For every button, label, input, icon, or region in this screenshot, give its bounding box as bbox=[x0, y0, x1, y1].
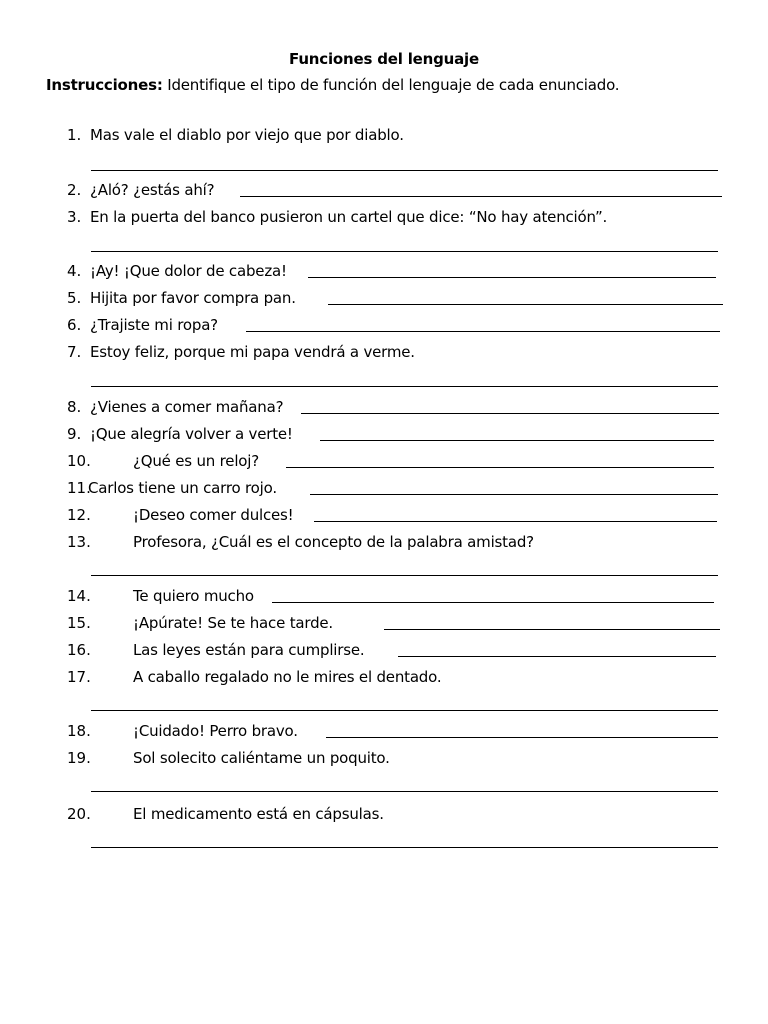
question-item bbox=[0, 339, 768, 365]
question-number: 15. bbox=[67, 614, 91, 632]
question-item bbox=[0, 448, 768, 474]
answer-line[interactable] bbox=[301, 413, 719, 414]
question-number: 13. bbox=[67, 533, 91, 551]
answer-line[interactable] bbox=[91, 386, 718, 387]
question-number: 5. bbox=[67, 289, 82, 307]
question-item bbox=[0, 637, 768, 663]
question-text: Te quiero mucho bbox=[133, 587, 254, 605]
question-text: El medicamento está en cápsulas. bbox=[133, 805, 384, 823]
answer-line[interactable] bbox=[91, 710, 718, 711]
answer-line[interactable] bbox=[326, 737, 718, 738]
question-number: 2. bbox=[67, 181, 82, 199]
question-item bbox=[0, 421, 768, 447]
question-text: ¡Que alegría volver a verte! bbox=[90, 425, 293, 443]
instructions-text: Identifique el tipo de función del lenguaje de cada enunciado. bbox=[167, 76, 620, 94]
question-item bbox=[0, 801, 768, 827]
question-number: 6. bbox=[67, 316, 82, 334]
question-item bbox=[0, 583, 768, 609]
question-item bbox=[0, 664, 768, 690]
question-item bbox=[0, 502, 768, 528]
question-text: A caballo regalado no le mires el dentado. bbox=[133, 668, 442, 686]
question-number: 3. bbox=[67, 208, 82, 226]
question-text: Carlos tiene un carro rojo. bbox=[88, 479, 277, 497]
question-text: Las leyes están para cumplirse. bbox=[133, 641, 365, 659]
answer-line[interactable] bbox=[272, 602, 714, 603]
question-number: 7. bbox=[67, 343, 82, 361]
question-number: 8. bbox=[67, 398, 82, 416]
question-number: 14. bbox=[67, 587, 91, 605]
question-text: Hijita por favor compra pan. bbox=[90, 289, 296, 307]
question-number: 20. bbox=[67, 805, 91, 823]
answer-line[interactable] bbox=[320, 440, 714, 441]
question-text: Mas vale el diablo por viejo que por diablo. bbox=[90, 126, 404, 144]
question-item bbox=[0, 312, 768, 338]
question-item bbox=[0, 745, 768, 771]
question-number: 4. bbox=[67, 262, 82, 280]
question-number: 1. bbox=[67, 126, 82, 144]
answer-line[interactable] bbox=[91, 847, 718, 848]
question-number: 17. bbox=[67, 668, 91, 686]
question-item bbox=[0, 394, 768, 420]
question-number: 18. bbox=[67, 722, 91, 740]
question-item bbox=[0, 529, 768, 555]
question-text: ¡Apúrate! Se te hace tarde. bbox=[133, 614, 333, 632]
question-item bbox=[0, 610, 768, 636]
question-item bbox=[0, 475, 768, 501]
answer-line[interactable] bbox=[286, 467, 714, 468]
question-number: 19. bbox=[67, 749, 91, 767]
answer-line[interactable] bbox=[308, 277, 716, 278]
answer-line[interactable] bbox=[91, 170, 718, 171]
instructions-label: Instrucciones: bbox=[46, 76, 163, 94]
question-text: ¿Trajiste mi ropa? bbox=[90, 316, 218, 334]
question-item bbox=[0, 285, 768, 311]
answer-line[interactable] bbox=[384, 629, 720, 630]
question-text: ¿Vienes a comer mañana? bbox=[90, 398, 284, 416]
question-item bbox=[0, 177, 768, 203]
answer-line[interactable] bbox=[310, 494, 718, 495]
question-number: 16. bbox=[67, 641, 91, 659]
question-text: ¿Qué es un reloj? bbox=[133, 452, 260, 470]
answer-line[interactable] bbox=[240, 196, 722, 197]
question-item bbox=[0, 718, 768, 744]
answer-line[interactable] bbox=[314, 521, 717, 522]
question-item bbox=[0, 258, 768, 284]
question-number: 11. bbox=[67, 479, 91, 497]
question-item bbox=[0, 122, 768, 148]
question-text: Estoy feliz, porque mi papa vendrá a verme. bbox=[90, 343, 415, 361]
question-item bbox=[0, 204, 768, 230]
question-text: ¡Deseo comer dulces! bbox=[133, 506, 294, 524]
question-text: Sol solecito caliéntame un poquito. bbox=[133, 749, 390, 767]
question-text: Profesora, ¿Cuál es el concepto de la palabra amistad? bbox=[133, 533, 534, 551]
answer-line[interactable] bbox=[91, 791, 718, 792]
answer-line[interactable] bbox=[91, 575, 718, 576]
instructions bbox=[46, 76, 746, 94]
answer-line[interactable] bbox=[328, 304, 723, 305]
question-number: 9. bbox=[67, 425, 82, 443]
question-text: En la puerta del banco pusieron un cartel que dice: “No hay atención”. bbox=[90, 208, 608, 226]
answer-line[interactable] bbox=[246, 331, 720, 332]
page-title: Funciones del lenguaje bbox=[289, 50, 479, 68]
answer-line[interactable] bbox=[91, 251, 718, 252]
question-number: 12. bbox=[67, 506, 91, 524]
question-text: ¿Aló? ¿estás ahí? bbox=[90, 181, 215, 199]
question-text: ¡Cuidado! Perro bravo. bbox=[133, 722, 298, 740]
question-text: ¡Ay! ¡Que dolor de cabeza! bbox=[90, 262, 287, 280]
answer-line[interactable] bbox=[398, 656, 716, 657]
question-number: 10. bbox=[67, 452, 91, 470]
